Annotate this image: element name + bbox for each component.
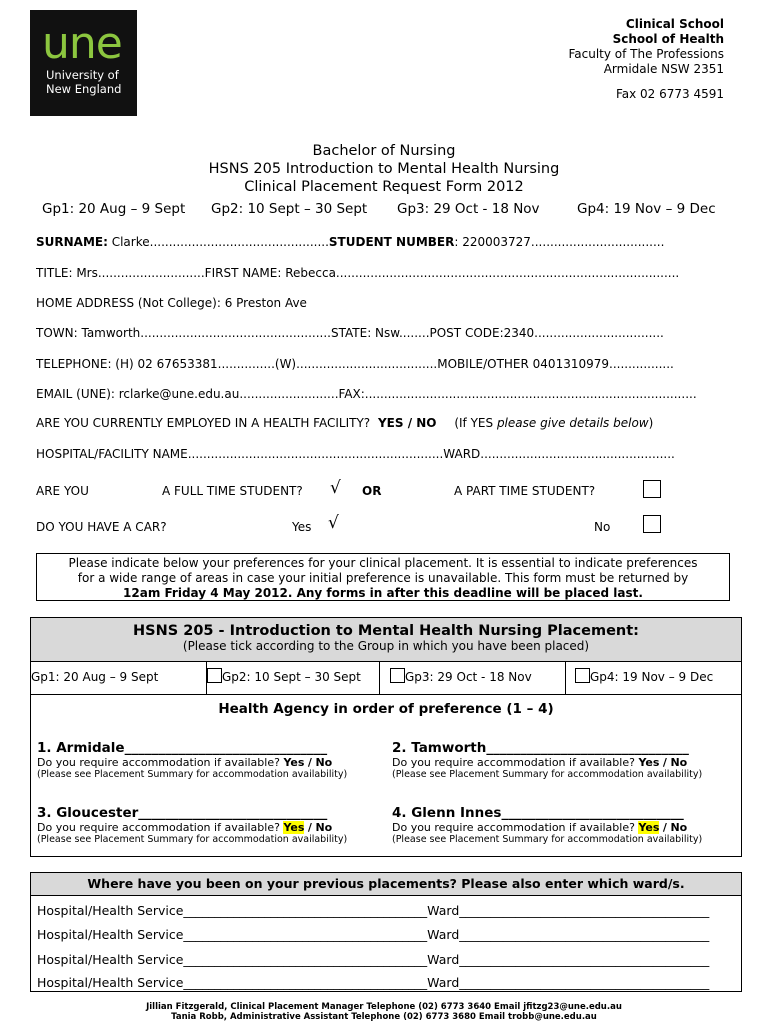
accom-4-yes[interactable]: Yes: [638, 821, 660, 834]
telephone-field[interactable]: TELEPHONE: (H) 02 67653381...............(W).....................................MOBILE/OTHER 0401310979.................: [36, 357, 674, 371]
home-address-field[interactable]: HOME ADDRESS (Not College): 6 Preston Ave: [36, 296, 307, 310]
group-2-checkbox[interactable]: [207, 668, 222, 683]
degree-title: Bachelor of Nursing: [312, 143, 456, 159]
une-logo: [30, 10, 137, 116]
previous-placement-row-2[interactable]: Hospital/Health Service_______________________________________Ward________________________________________: [37, 927, 710, 942]
group-1-option[interactable]: Gp1: 20 Aug – 9 Sept: [31, 661, 207, 694]
or-label: OR: [362, 484, 382, 498]
previous-placements-heading: Where have you been on your previous placements? Please also enter which ward/s.: [31, 873, 741, 896]
fax-number: Fax 02 6773 4591: [615, 87, 724, 101]
school-address: Clinical School School of Health Faculty of The Professions Armidale NSW 2351 Fax 02 6773 4591: [568, 17, 724, 101]
group-3-dates: Gp3: 29 Oct - 18 Nov: [397, 201, 540, 217]
title-name-field[interactable]: TITLE: Mrs............................FIRST NAME: Rebecca..........................................................................................: [36, 266, 680, 280]
previous-placement-row-4[interactable]: Hospital/Health Service_______________________________________Ward________________________________________: [37, 975, 710, 990]
previous-placement-row-1[interactable]: Hospital/Health Service_______________________________________Ward________________________________________: [37, 903, 710, 918]
group-4-dates: Gp4: 19 Nov – 9 Dec: [577, 201, 716, 217]
accom-2-no[interactable]: No: [670, 756, 688, 769]
car-no-checkbox[interactable]: [643, 513, 661, 533]
preference-3-field[interactable]: 3. Gloucester____________________________: [37, 805, 328, 821]
car-yes-label: Yes: [292, 520, 312, 534]
logo-mark: une: [42, 18, 122, 69]
placement-header: [31, 618, 741, 662]
footer-contact-1: Jillian Fitzgerald, Clinical Placement Manager Telephone (02) 6773 3640 Email jfitzg23@une.edu.au: [146, 1002, 622, 1012]
group-4-checkbox[interactable]: [575, 668, 590, 683]
preference-2: 2. Tamworth______________________________ Do you require accommodation if available? Yes / No (Please see Placement Summary for accommodation availability): [392, 740, 703, 780]
placement-heading: HSNS 205 - Introduction to Mental Health Nursing Placement:: [133, 623, 639, 639]
car-no-label: No: [594, 520, 611, 534]
preference-1: 1. Armidale______________________________ Do you require accommodation if available? Yes / No (Please see Placement Summary for accommodation availability): [37, 740, 348, 780]
part-time-label: A PART TIME STUDENT?: [454, 484, 596, 498]
accom-3-yes[interactable]: Yes: [283, 821, 305, 834]
placement-section: [30, 617, 742, 857]
preference-4: 4. Glenn Innes___________________________ Do you require accommodation if available? Yes / No (Please see Placement Summary for accommodation availability): [392, 805, 703, 845]
group-selection-row: [31, 661, 741, 695]
employment-question: ARE YOU CURRENTLY EMPLOYED IN A HEALTH FACILITY? YES / NO (If YES please give details below): [36, 416, 654, 430]
form-title: Clinical Placement Request Form 2012: [244, 179, 524, 195]
accom-4-no[interactable]: No: [670, 821, 688, 834]
hospital-ward-field[interactable]: HOSPITAL/FACILITY NAME...................................................................WARD...................................................: [36, 447, 675, 461]
part-time-checkbox[interactable]: [643, 478, 661, 498]
preference-1-field[interactable]: 1. Armidale______________________________: [37, 740, 328, 756]
previous-placements-section: [30, 872, 742, 992]
student-number-field[interactable]: : 220003727...................................: [454, 235, 665, 249]
placement-subheading: (Please tick according to the Group in which you have been placed): [182, 639, 590, 653]
accom-2-yes[interactable]: Yes: [638, 756, 660, 769]
full-time-tick[interactable]: √: [330, 478, 341, 498]
accom-1-yes[interactable]: Yes: [283, 756, 305, 769]
deadline: 12am Friday 4 May 2012. Any forms in after this deadline will be placed last.: [123, 586, 643, 600]
group-1-dates: Gp1: 20 Aug – 9 Sept: [42, 201, 186, 217]
instructions-box: Please indicate below your preferences for your clinical placement. It is essential to indicate preferences for a wide range of areas in case your initial preference is unavailable. This form must be returned by 12am Friday 4 May 2012. Any forms in after this deadline will be placed last.: [36, 553, 730, 601]
group-3-checkbox[interactable]: [390, 668, 405, 683]
group-4-option[interactable]: Gp4: 19 Nov – 9 Dec: [567, 661, 741, 694]
accom-3-no[interactable]: No: [315, 821, 333, 834]
surname-field[interactable]: Clarke...............................................: [107, 235, 329, 249]
employed-yes-no[interactable]: YES / NO: [377, 416, 437, 430]
car-question: DO YOU HAVE A CAR?: [36, 520, 167, 534]
footer-contact-2: Tania Robb, Administrative Assistant Telephone (02) 6773 3680 Email trobb@une.edu.au: [171, 1012, 597, 1022]
surname-row: SURNAME: Clarke...............................................STUDENT NUMBER: 220003727...................................: [36, 235, 665, 249]
full-time-label: A FULL TIME STUDENT?: [162, 484, 303, 498]
logo-text: University of New England: [46, 68, 122, 96]
group-2-option[interactable]: Gp2: 10 Sept – 30 Sept: [207, 661, 380, 694]
town-state-postcode-field[interactable]: TOWN: Tamworth..................................................STATE: Nsw........POST CODE:2340..................................: [36, 326, 664, 340]
accom-1-no[interactable]: No: [315, 756, 333, 769]
preference-4-field[interactable]: 4. Glenn Innes___________________________: [392, 805, 684, 821]
agency-heading: Health Agency in order of preference (1 – 4): [218, 701, 554, 717]
previous-placement-row-3[interactable]: Hospital/Health Service_______________________________________Ward________________________________________: [37, 952, 710, 967]
are-you-label: ARE YOU: [36, 484, 89, 498]
group-2-dates: Gp2: 10 Sept – 30 Sept: [211, 201, 368, 217]
unit-title: HSNS 205 Introduction to Mental Health Nursing: [208, 161, 560, 177]
email-fax-field[interactable]: EMAIL (UNE): rclarke@une.edu.au..........................FAX:.......................................................................................: [36, 387, 697, 401]
car-yes-tick[interactable]: √: [328, 513, 339, 533]
preference-3: 3. Gloucester____________________________ Do you require accommodation if available? Yes / No (Please see Placement Summary for accommodation availability): [37, 805, 348, 845]
group-3-option[interactable]: Gp3: 29 Oct - 18 Nov: [380, 661, 566, 694]
preference-2-field[interactable]: 2. Tamworth______________________________: [392, 740, 689, 756]
